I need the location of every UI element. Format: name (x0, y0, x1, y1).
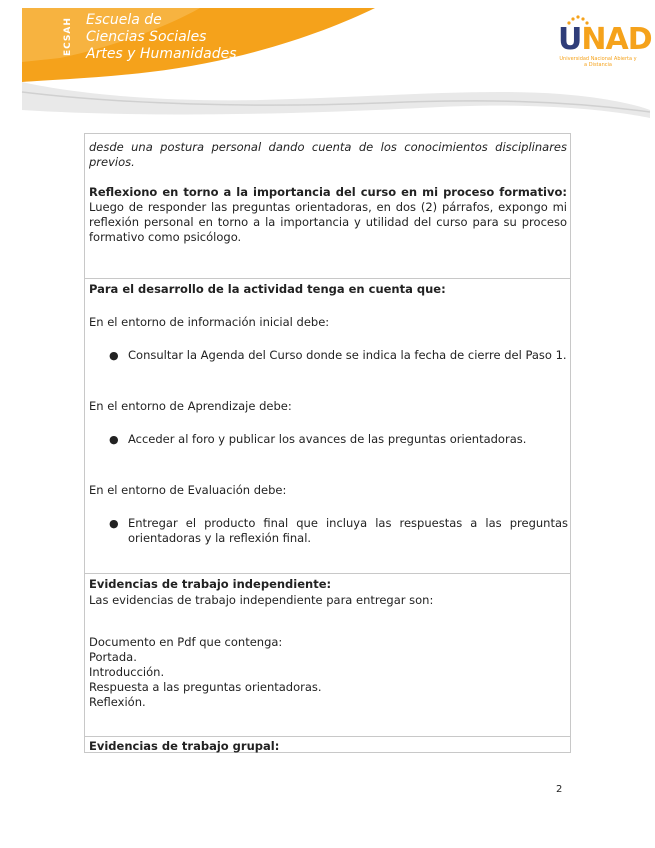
school-line-3: Artes y Humanidades (86, 46, 237, 62)
evid-indep-text: Las evidencias de trabajo independiente para entregar son: (89, 593, 434, 607)
unad-logo (558, 12, 652, 82)
doc-list (89, 635, 567, 710)
reflexion-paragraph (89, 185, 567, 245)
doc-line: Introducción. (89, 665, 165, 679)
doc-line: Portada. (89, 650, 137, 664)
bullet-icon: ● (109, 517, 119, 530)
row-divider-3 (84, 736, 571, 737)
page-number: 2 (556, 784, 563, 795)
logo-letters-nad: NAD (581, 22, 652, 57)
entorno-aprendizaje-label: En el entorno de Aprendizaje debe: (89, 399, 292, 413)
entorno-evaluacion-label: En el entorno de Evaluación debe: (89, 483, 287, 497)
bullet-item-3: Entregar el producto final que incluya las respuestas a las preguntas orientadoras y la reflexión final. (128, 516, 568, 545)
row-divider-2 (84, 573, 571, 574)
row-divider-1 (84, 278, 571, 279)
ecsah-side-label: ECSAH (63, 17, 73, 57)
school-line-1: Escuela de (86, 12, 162, 28)
bullet-icon: ● (109, 349, 119, 362)
doc-line: Respuesta a las preguntas orientadoras. (89, 680, 322, 694)
logo-letter-u: U (558, 22, 582, 57)
reflexion-text: Luego de responder las preguntas orientadoras, en dos (2) párrafos, expongo mi reflexión personal en torno a la importancia y utilidad del curso para su proceso formativo como psicólogo. (89, 200, 567, 244)
bullet-item-1: Consultar la Agenda del Curso donde se indica la fecha de cierre del Paso 1. (128, 348, 567, 362)
reflexion-heading: Reflexiono en torno a la importancia del curso en mi proceso formativo: (89, 185, 567, 199)
bullet-icon: ● (109, 433, 119, 446)
doc-line: Documento en Pdf que contenga: (89, 635, 283, 649)
intro-paragraph: desde una postura personal dando cuenta de los conocimientos disciplinares previos. (89, 140, 567, 169)
entorno-info-label: En el entorno de información inicial debe: (89, 315, 330, 329)
school-line-2: Ciencias Sociales (86, 29, 207, 45)
evid-indep-heading: Evidencias de trabajo independiente: (89, 577, 332, 591)
page-header (0, 0, 655, 120)
doc-line: Reflexión. (89, 695, 146, 709)
logo-subtitle: Universidad Nacional Abierta y a Distancia (559, 56, 637, 68)
evid-grupal-heading: Evidencias de trabajo grupal: (89, 739, 280, 753)
logo-wordmark (558, 22, 652, 57)
desarrollo-heading: Para el desarrollo de la actividad tenga en cuenta que: (89, 282, 446, 296)
bullet-item-2: Acceder al foro y publicar los avances de las preguntas orientadoras. (128, 432, 527, 446)
school-name (86, 12, 237, 63)
